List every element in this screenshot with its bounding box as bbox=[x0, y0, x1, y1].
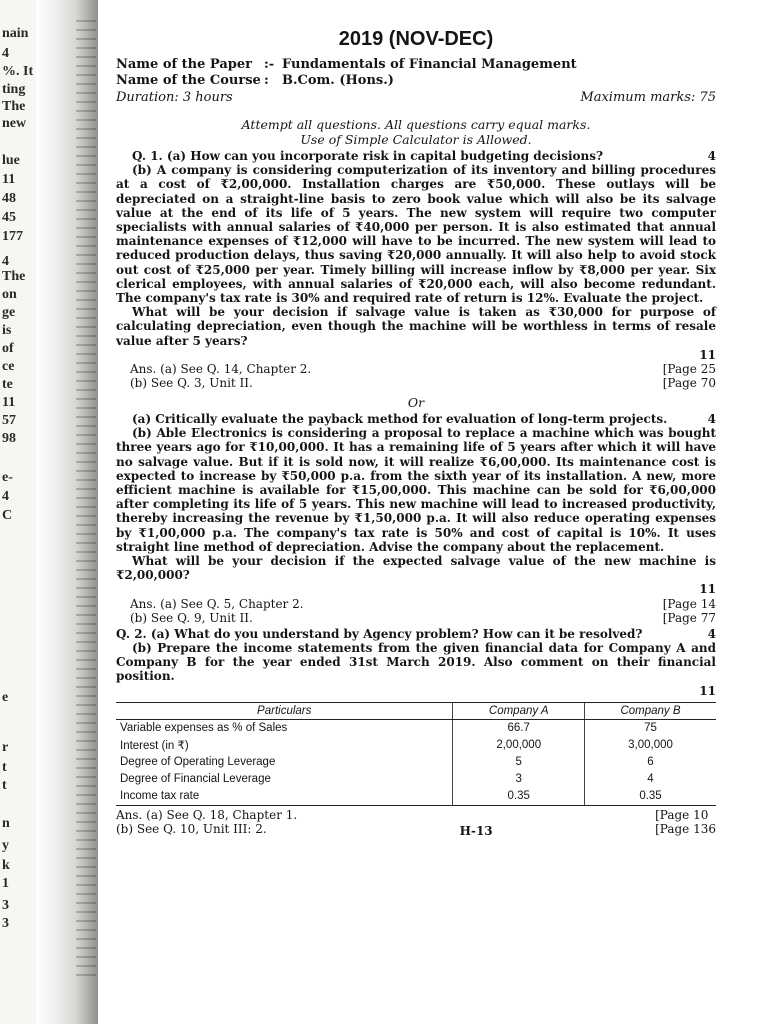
q1-or-a-marks: 4 bbox=[707, 412, 716, 427]
q1-or-b-text: (b) Able Electronics is considering a proposal to replace a machine which was bought three years ago for ₹10,00,000. It has a remaining life of 5 years after which it will have no salvage value. But if it is sold now, it will realize ₹6,00,000. Its maintenance cost is expected to increase by ₹50,000 p.a. from the sixth year of its installation. A new, more efficient machine is available for ₹15,00,000. This machine can be sold for ₹6,00,000 after completing its life of 5 years. This new machine will lead to increased productivity, thereby increasing the revenue by ₹1,50,000 p.a. It will also reduce operating expenses by ₹1,00,000 p.a. The company's tax rate is 50% and cost of capital is 10%. It uses straight line method of depreciation. Advise the company about the replacement. bbox=[116, 426, 716, 554]
margin-fragment: nain bbox=[2, 26, 29, 41]
q1b-marks: 11 bbox=[699, 347, 716, 362]
margin-fragment: 11 bbox=[2, 172, 16, 187]
q1-or-b-text-2: What will be your decision if the expected salvage value of the new machine is ₹2,00,000? bbox=[116, 554, 716, 583]
margin-fragment: on bbox=[2, 287, 17, 302]
question-2 bbox=[116, 627, 716, 698]
course-separator: : bbox=[264, 73, 269, 88]
margin-fragment: 57 bbox=[2, 413, 16, 428]
q2a-marks: 4 bbox=[707, 626, 716, 641]
margin-fragment: of bbox=[2, 341, 14, 356]
row-label: Income tax rate bbox=[116, 788, 453, 806]
q2b-text: (b) Prepare the income statements from the given financial data for Company A and Company B for the year ended 31st March 2019. Also comment on their financial position. bbox=[116, 640, 716, 684]
margin-fragment: 4 bbox=[2, 46, 9, 61]
exam-title: 2019 (NOV-DEC) bbox=[338, 28, 494, 50]
company-a-value: 2,00,000 bbox=[453, 737, 585, 754]
q1b-text-2: What will be your decision if salvage value is taken as ₹30,000 for purpose of calculating depreciation, even though the machine will be worthless in terms of resale value after 5 years? bbox=[116, 305, 716, 348]
q1-ans-b-page: [Page 70 bbox=[662, 376, 716, 391]
exam-page bbox=[100, 22, 740, 1002]
question-1 bbox=[116, 149, 716, 362]
table-header-company-a: Company A bbox=[453, 702, 585, 719]
table-row bbox=[116, 771, 716, 788]
row-label: Interest (in ₹) bbox=[120, 740, 189, 753]
footer bbox=[116, 808, 716, 838]
margin-fragment: ce bbox=[2, 359, 15, 374]
margin-fragment: new bbox=[2, 116, 27, 131]
q1-ans-a-page: [Page 25 bbox=[662, 362, 716, 377]
q1-or-answer-a bbox=[116, 597, 716, 611]
financial-data-table bbox=[116, 702, 716, 806]
company-b-value: 0.35 bbox=[585, 788, 716, 806]
max-marks: Maximum marks: 75 bbox=[580, 90, 716, 105]
margin-fragment: 3 bbox=[2, 916, 9, 931]
margin-fragment: 48 bbox=[2, 191, 16, 206]
margin-fragment: 45 bbox=[2, 210, 16, 225]
margin-fragment: 177 bbox=[2, 229, 23, 244]
margin-fragment: The bbox=[2, 99, 26, 114]
paper-label: Name of the Paper bbox=[116, 57, 252, 72]
instruction-line-2: Use of Simple Calculator is Allowed. bbox=[300, 132, 532, 147]
q1b-text: (b) A company is considering computerization of its inventory and billing procedures at a cost of ₹2,00,000. Installation charges are ₹50,000. These outlays will be depreciated on a straight-line basis to zero book value which will also be its salvage value at the end of its life of 5 years. The new system will require two computer specialists with annual salaries of ₹40,000 per person. It is also estimated that annual maintenance expenses of ₹12,000 will have to be incurred. The new system will lead to reduced production delays, thus saving ₹20,000 annually. It will also help to avoid stock out cost of ₹25,000 per year. Timely billing will increase inflow by ₹8,000 per year. Six clerical employees, with annual salaries of ₹20,000 each, will also become redundant. The company's tax rate is 30% and required rate of return is 12%. Evaluate the project. bbox=[116, 163, 716, 306]
q1-ans-b-text: (b) See Q. 3, Unit II. bbox=[130, 376, 253, 391]
q2-ans-a-text: Ans. (a) See Q. 18, Chapter 1. bbox=[116, 807, 298, 822]
table-row bbox=[116, 788, 716, 806]
binding-dots bbox=[76, 20, 96, 980]
margin-fragment: r bbox=[2, 740, 9, 755]
q1-or-ans-a-page: [Page 14 bbox=[662, 596, 716, 611]
margin-fragment: C bbox=[2, 508, 13, 523]
margin-fragment: t bbox=[2, 760, 7, 775]
margin-fragment: 4 bbox=[2, 489, 9, 504]
margin-fragment: ting bbox=[2, 82, 26, 97]
table-row bbox=[116, 754, 716, 771]
q1a-marks: 4 bbox=[707, 149, 716, 163]
margin-fragment: t bbox=[2, 778, 7, 793]
q2a-text: Q. 2. (a) What do you understand by Agency problem? How can it be resolved? bbox=[116, 626, 643, 641]
company-b-value: 3,00,000 bbox=[585, 737, 716, 754]
margin-fragment: lue bbox=[2, 153, 20, 168]
margin-fragment: e- bbox=[2, 470, 13, 485]
q1-or-ans-a-text: Ans. (a) See Q. 5, Chapter 2. bbox=[130, 596, 304, 611]
paper-value: Fundamentals of Financial Management bbox=[282, 57, 577, 72]
company-a-value: 66.7 bbox=[453, 719, 585, 737]
q2-ans-b-text: (b) See Q. 10, Unit III: 2. bbox=[116, 821, 267, 836]
margin-fragment: ge bbox=[2, 305, 16, 320]
row-label: Degree of Operating Leverage bbox=[120, 756, 276, 769]
margin-fragment: 3 bbox=[2, 898, 9, 913]
q2-answer-pages bbox=[655, 808, 716, 836]
paper-meta bbox=[116, 57, 716, 89]
margin-fragment: 11 bbox=[2, 395, 16, 410]
company-b-value: 4 bbox=[585, 771, 716, 788]
question-1-alternative bbox=[116, 412, 716, 597]
table-header-row bbox=[116, 702, 716, 719]
q1-ans-a-text: Ans. (a) See Q. 14, Chapter 2. bbox=[130, 362, 312, 377]
company-b-value: 75 bbox=[585, 719, 716, 737]
table-row bbox=[116, 719, 716, 737]
q2b-marks: 11 bbox=[699, 683, 716, 698]
q1-or-ans-b-text: (b) See Q. 9, Unit II. bbox=[130, 610, 253, 625]
page-code: H-13 bbox=[459, 823, 493, 838]
q2-ans-a-page: [Page 10 bbox=[655, 807, 709, 822]
margin-fragment: is bbox=[2, 323, 12, 338]
margin-fragment: e bbox=[2, 690, 9, 705]
table-header-company-b: Company B bbox=[585, 702, 716, 719]
row-label: Variable expenses as % of Sales bbox=[120, 722, 288, 735]
q2-ans-b-page: [Page 136 bbox=[655, 821, 716, 836]
table-header-particulars: Particulars bbox=[116, 702, 453, 719]
q2-answers bbox=[116, 808, 297, 836]
q1-or-ans-b-page: [Page 77 bbox=[662, 610, 716, 625]
adjacent-page-margin bbox=[0, 0, 36, 1024]
q1-answer-b bbox=[116, 376, 716, 390]
margin-fragment: 1 bbox=[2, 876, 9, 891]
row-label: Degree of Financial Leverage bbox=[120, 773, 271, 786]
course-value: B.Com. (Hons.) bbox=[282, 73, 394, 88]
paper-separator: :- bbox=[264, 57, 275, 72]
margin-fragment: 4 bbox=[2, 254, 9, 269]
q1-or-b-marks: 11 bbox=[699, 582, 716, 597]
margin-fragment: y bbox=[2, 838, 9, 853]
company-a-value: 0.35 bbox=[453, 788, 585, 806]
q1-answer-a bbox=[116, 362, 716, 376]
duration: Duration: 3 hours bbox=[116, 90, 233, 105]
margin-fragment: k bbox=[2, 858, 10, 873]
instructions bbox=[116, 117, 716, 147]
margin-fragment: The bbox=[2, 269, 26, 284]
company-a-value: 3 bbox=[453, 771, 585, 788]
margin-fragment: %. It bbox=[2, 64, 34, 79]
q1-or-a-text: (a) Critically evaluate the payback method for evaluation of long-term projects. bbox=[132, 412, 668, 427]
q1a-text: Q. 1. (a) How can you incorporate risk in capital budgeting decisions? bbox=[132, 149, 604, 163]
table-row bbox=[116, 737, 716, 754]
or-divider: Or bbox=[407, 395, 425, 411]
margin-fragment: n bbox=[2, 816, 10, 831]
company-b-value: 6 bbox=[585, 754, 716, 771]
margin-fragment: 98 bbox=[2, 431, 16, 446]
instruction-line-1: Attempt all questions. All questions carry equal marks. bbox=[241, 117, 591, 132]
duration-row bbox=[116, 90, 716, 105]
q1-or-answer-b bbox=[116, 611, 716, 625]
company-a-value: 5 bbox=[453, 754, 585, 771]
course-label: Name of the Course bbox=[116, 73, 261, 88]
margin-fragment: te bbox=[2, 377, 13, 392]
